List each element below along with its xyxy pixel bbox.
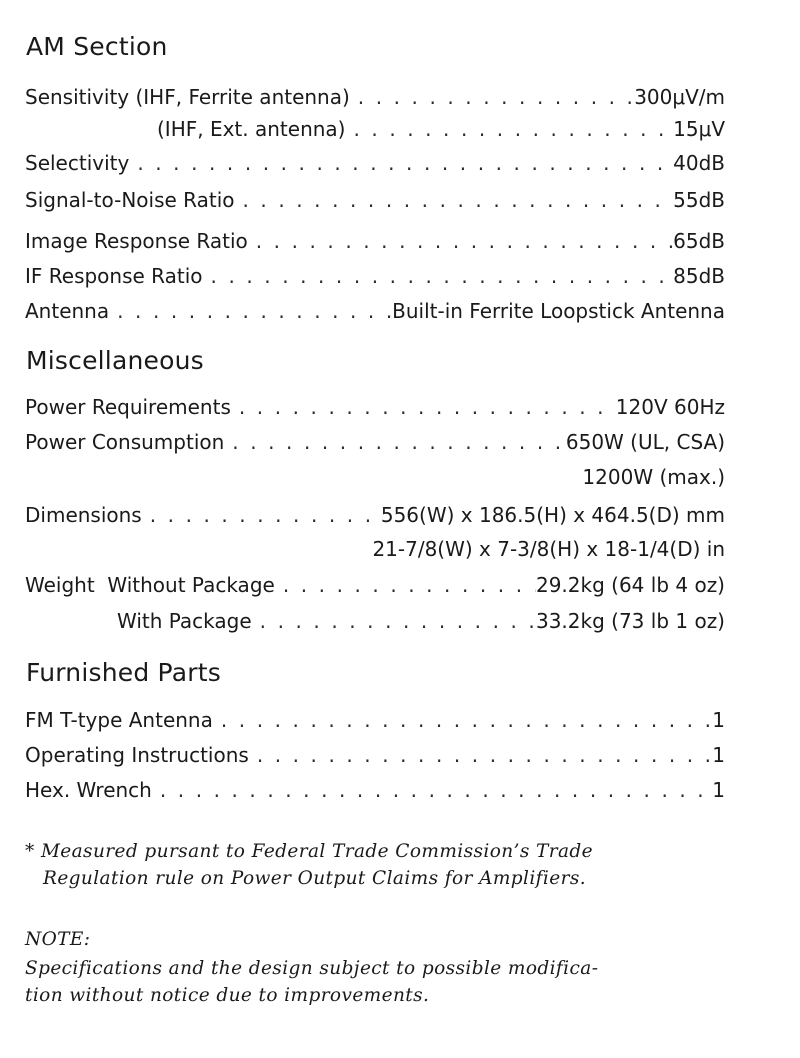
note-line-1: Specifications and the design subject to possible modifica- (25, 958, 599, 979)
spec-label: IF Response Ratio (25, 264, 203, 288)
furnished-heading: Furnished Parts (26, 658, 221, 687)
dot-leader (248, 226, 673, 256)
spec-row-power-consumption (25, 427, 725, 457)
dot-leader (213, 705, 712, 735)
spec-value: 300μV/m (634, 85, 725, 109)
spec-row-instructions (25, 740, 725, 770)
spec-value-dimensions-in: 21-7/8(W) x 7-3/8(H) x 18-1/4(D) in (372, 537, 725, 561)
spec-value: 85dB (673, 264, 725, 288)
footnote-line-2: Regulation rule on Power Output Claims for Amplifiers. (43, 868, 586, 889)
spec-value: 65dB (673, 229, 725, 253)
spec-label: Weight Without Package (25, 573, 275, 597)
spec-row-hex-wrench (25, 775, 725, 805)
spec-label: FM T-type Antenna (25, 708, 213, 732)
dot-leader (142, 500, 381, 530)
spec-label: Dimensions (25, 503, 142, 527)
dot-leader (224, 427, 566, 457)
spec-label: Antenna (25, 299, 110, 323)
spec-value: 15μV (673, 117, 725, 141)
note-title: NOTE: (25, 929, 91, 950)
footnote-text: Measured pursant to Federal Trade Commission’s Trade (40, 841, 594, 862)
am-section-heading: AM Section (26, 32, 168, 61)
misc-heading: Miscellaneous (26, 346, 204, 375)
spec-row-selectivity (25, 148, 725, 178)
spec-value: 1 (712, 708, 725, 732)
spec-value: 29.2kg (64 lb 4 oz) (535, 573, 725, 597)
spec-label: (IHF, Ext. antenna) (157, 117, 346, 141)
spec-label: Signal-to-Noise Ratio (25, 188, 235, 212)
spec-row-weight (25, 570, 725, 600)
footnote-line-1 (25, 838, 727, 866)
dot-leader (203, 261, 674, 291)
dot-leader (252, 606, 536, 636)
spec-label: Power Requirements (25, 395, 231, 419)
dot-leader (152, 775, 712, 805)
spec-value: 55dB (673, 188, 725, 212)
spec-row-ext-antenna (25, 114, 725, 144)
spec-label: With Package (117, 609, 252, 633)
spec-value: 40dB (673, 151, 725, 175)
spec-label: Image Response Ratio (25, 229, 248, 253)
footnote-mark: * (25, 841, 35, 862)
spec-label: Sensitivity (IHF, Ferrite antenna) (25, 85, 350, 109)
spec-row-sensitivity (25, 82, 725, 112)
note-line-2: tion without notice due to improvements. (25, 985, 430, 1006)
spec-row-antenna (25, 296, 725, 326)
dot-leader (345, 114, 673, 144)
spec-row-if-response (25, 261, 725, 291)
spec-value: Built-in Ferrite Loopstick Antenna (392, 299, 725, 323)
spec-label: Operating Instructions (25, 743, 249, 767)
spec-value: 556(W) x 186.5(H) x 464.5(D) mm (380, 503, 725, 527)
spec-row-snr (25, 185, 725, 215)
dot-leader (129, 148, 673, 178)
spec-value: 120V 60Hz (615, 395, 725, 419)
spec-row-fm-antenna (25, 705, 725, 735)
spec-value-power-max: 1200W (max.) (582, 465, 725, 489)
spec-value: 33.2kg (73 lb 1 oz) (535, 609, 725, 633)
spec-row-image-response (25, 226, 725, 256)
spec-row-with-package (25, 606, 725, 636)
spec-value: 650W (UL, CSA) (565, 430, 725, 454)
dot-leader (249, 740, 712, 770)
spec-label: Hex. Wrench (25, 778, 152, 802)
dot-leader (109, 296, 392, 326)
spec-row-power-requirements (25, 392, 725, 422)
dot-leader (231, 392, 616, 422)
dot-leader (350, 82, 634, 112)
spec-label: Selectivity (25, 151, 130, 175)
spec-row-dimensions (25, 500, 725, 530)
dot-leader (235, 185, 674, 215)
dot-leader (275, 570, 536, 600)
spec-label: Power Consumption (25, 430, 225, 454)
spec-value: 1 (712, 743, 725, 767)
spec-value: 1 (712, 778, 725, 802)
